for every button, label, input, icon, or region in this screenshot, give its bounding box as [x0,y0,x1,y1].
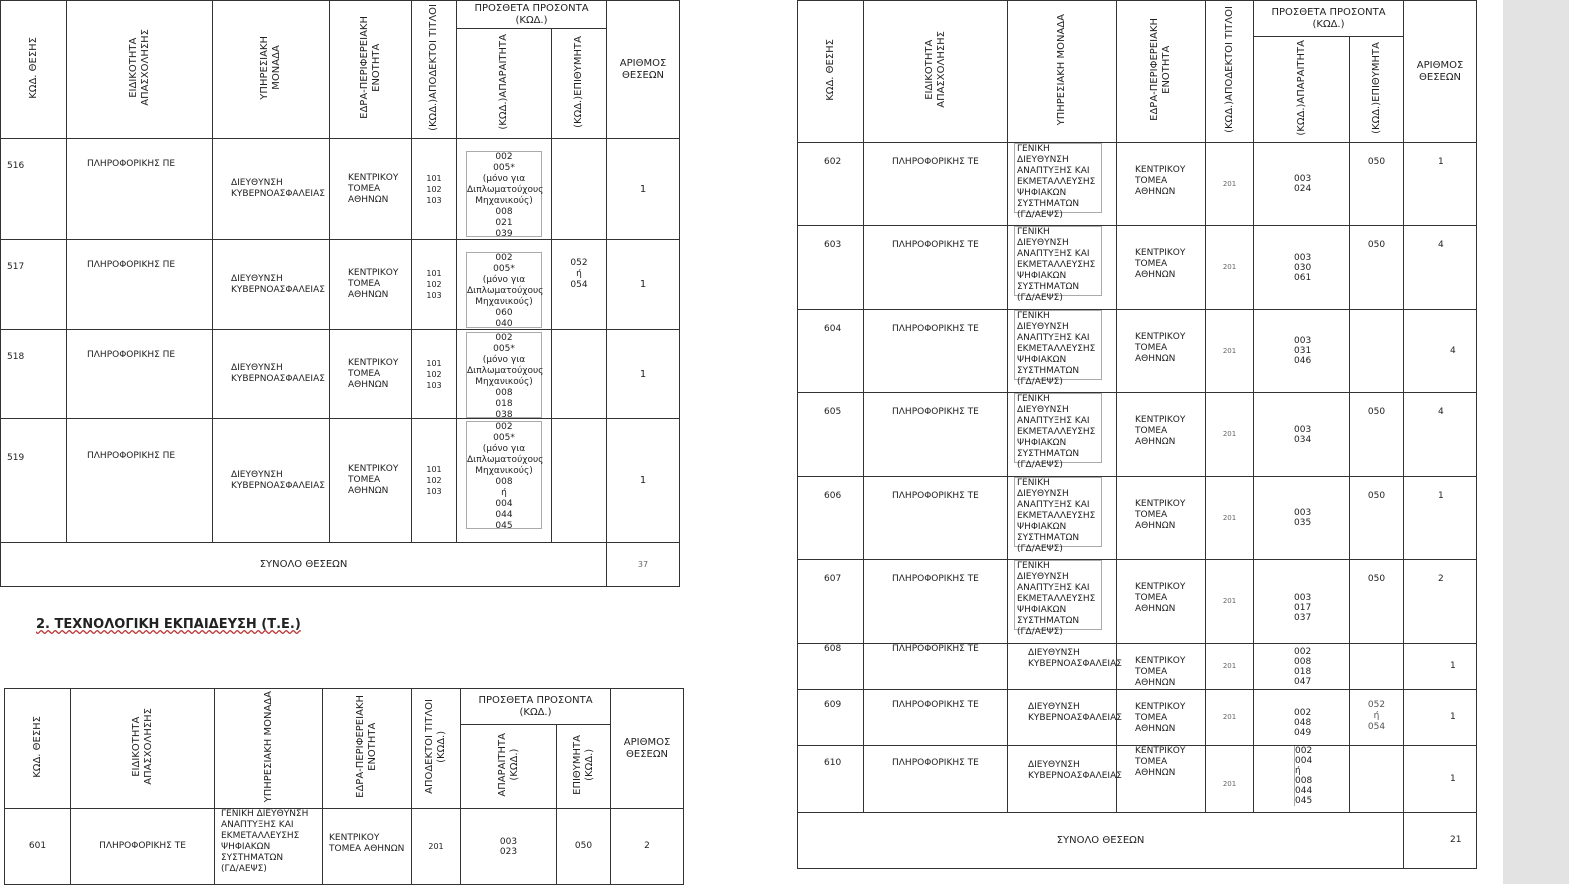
specialty: ΠΛΗΡΟΦΟΡΙΚΗΣ ΤΕ [864,644,1008,690]
service-unit: ΓΕΝΙΚΗ ΔΙΕΥΘΥΝΣΗ ΑΝΑΠΤΥΞΗΣ ΚΑΙ ΕΚΜΕΤΑΛΛΕΥΣΗΣ ΨΗΦΙΑΚΩΝ ΣΥΣΤΗΜΑΤΩΝ (ΓΔ/ΑΕΨΣ) [1008,226,1117,310]
header-positions: ΑΡΙΘΜΟΣ ΘΕΣΕΩΝ [611,689,684,809]
positions-count: 2 [1404,560,1477,644]
position-code: 602 [798,143,864,226]
header-required: (ΚΩΔ.)ΑΠΑΡΑΙΤΗΤΑ [457,29,552,139]
service-unit: ΔΙΕΥΘΥΝΣΗ ΚΥΒΕΡΝΟΑΣΦΑΛΕΙΑΣ [213,330,330,419]
specialty: ΠΛΗΡΟΦΟΡΙΚΗΣ ΤΕ [864,310,1008,393]
desired-quals: 050 [1350,477,1404,560]
service-unit: ΔΙΕΥΘΥΝΣΗ ΚΥΒΕΡΝΟΑΣΦΑΛΕΙΑΣ [1008,644,1117,690]
specialty: ΠΛΗΡΟΦΟΡΙΚΗΣ ΤΕ [864,746,1008,813]
header-titles: (ΚΩΔ.)ΑΠΟΔΕΚΤΟΙ ΤΙΤΛΟΙ [412,1,457,139]
positions-count: 4 [1404,393,1477,477]
desired-quals: 050 [1350,560,1404,644]
desired-quals [1350,746,1404,813]
total-label: ΣΥΝΟΛΟ ΘΕΣΕΩΝ [1,543,607,587]
header-region: ΕΔΡΑ-ΠΕΡΙΦΕΡΕΙΑΚΗ ΕΝΟΤΗΤΑ [323,689,412,809]
header-positions: ΑΡΙΘΜΟΣ ΘΕΣΕΩΝ [1404,1,1477,143]
table-row [798,644,1477,690]
positions-count: 1 [607,240,680,330]
table-row [1,330,680,419]
required-quals: 002 005* (μόνο για Διπλωματούχους Μηχανικούς) 008 021 039 [457,139,552,240]
required-quals: 002 008 018 047 [1254,644,1350,690]
region: ΚΕΝΤΡΙΚΟΥ ΤΟΜΕΑ ΑΘΗΝΩΝ [330,240,412,330]
accepted-titles: 101 102 103 [412,139,457,240]
positions-count: 1 [1404,690,1477,746]
header-extra: ΠΡΟΣΘΕΤΑ ΠΡΟΣΟΝΤΑ (ΚΩΔ.) [461,689,611,725]
required-quals: 003 023 [461,809,557,885]
position-code: 610 [798,746,864,813]
desired-quals: 050 [1350,226,1404,310]
desired-quals: 050 [1350,143,1404,226]
header-extra: ΠΡΟΣΘΕΤΑ ΠΡΟΣΟΝΤΑ (ΚΩΔ.) [1254,1,1404,37]
service-unit: ΓΕΝΙΚΗ ΔΙΕΥΘΥΝΣΗ ΑΝΑΠΤΥΞΗΣ ΚΑΙ ΕΚΜΕΤΑΛΛΕΥΣΗΣ ΨΗΦΙΑΚΩΝ ΣΥΣΤΗΜΑΤΩΝ (ΓΔ/ΑΕΨΣ) [1008,310,1117,393]
position-code: 608 [798,644,864,690]
position-code: 601 [5,809,71,885]
required-quals: 003 024 [1254,143,1350,226]
required-quals: 002 004 ή 008 044 045 [1254,746,1350,813]
position-code: 603 [798,226,864,310]
desired-quals [552,330,607,419]
table-row [798,477,1477,560]
service-unit: ΓΕΝΙΚΗ ΔΙΕΥΘΥΝΣΗ ΑΝΑΠΤΥΞΗΣ ΚΑΙ ΕΚΜΕΤΑΛΛΕΥΣΗΣ ΨΗΦΙΑΚΩΝ ΣΥΣΤΗΜΑΤΩΝ (ΓΔ/ΑΕΨΣ) [1008,143,1117,226]
desired-quals [552,139,607,240]
header-unit: ΥΠΗΡΕΣΙΑΚΗ ΜΟΝΑΔΑ [215,689,323,809]
position-code: 607 [798,560,864,644]
specialty: ΠΛΗΡΟΦΟΡΙΚΗΣ ΤΕ [71,809,215,885]
header-unit: ΥΠΗΡΕΣΙΑΚΗ ΜΟΝΑΔΑ [1008,1,1117,143]
header-desired: (ΚΩΔ.)ΕΠΙΘΥΜΗΤΑ [1350,37,1404,143]
position-code: 518 [1,330,67,419]
specialty: ΠΛΗΡΟΦΟΡΙΚΗΣ ΤΕ [864,560,1008,644]
positions-count: 4 [1404,310,1477,393]
accepted-titles: 201 [1206,143,1254,226]
accepted-titles: 201 [1206,477,1254,560]
region: ΚΕΝΤΡΙΚΟΥ ΤΟΜΕΑ ΑΘΗΝΩΝ [330,330,412,419]
position-code: 606 [798,477,864,560]
region: ΚΕΝΤΡΙΚΟΥ ΤΟΜΕΑ ΑΘΗΝΩΝ [1117,143,1206,226]
position-code: 605 [798,393,864,477]
required-quals: 002 005* (μόνο για Διπλωματούχους Μηχανικούς) 060 040 [457,240,552,330]
accepted-titles: 201 [1206,690,1254,746]
accepted-titles: 201 [412,809,461,885]
accepted-titles: 201 [1206,393,1254,477]
table-row [1,240,680,330]
header-positions: ΑΡΙΘΜΟΣ ΘΕΣΕΩΝ [607,1,680,139]
right-positions-table [797,0,1477,869]
required-quals: 002 005* (μόνο για Διπλωματούχους Μηχανικούς) 008 018 038 [457,330,552,419]
window-scrollbar-track[interactable] [1503,0,1569,884]
position-code: 517 [1,240,67,330]
required-quals: 002 005* (μόνο για Διπλωματούχους Μηχανικούς) 008 ή 004 044 045 [457,419,552,543]
service-unit: ΓΕΝΙΚΗ ΔΙΕΥΘΥΝΣΗ ΑΝΑΠΤΥΞΗΣ ΚΑΙ ΕΚΜΕΤΑΛΛΕΥΣΗΣ ΨΗΦΙΑΚΩΝ ΣΥΣΤΗΜΑΤΩΝ (ΓΔ/ΑΕΨΣ) [215,809,323,885]
section-heading: 2. ΤΕΧΝΟΛΟΓΙΚΗ ΕΚΠΑΙΔΕΥΣΗ (Τ.Ε.) [36,617,301,632]
service-unit: ΔΙΕΥΘΥΝΣΗ ΚΥΒΕΡΝΟΑΣΦΑΛΕΙΑΣ [1008,746,1117,813]
total-value: 37 [607,543,680,587]
service-unit: ΔΙΕΥΘΥΝΣΗ ΚΥΒΕΡΝΟΑΣΦΑΛΕΙΑΣ [213,240,330,330]
service-unit: ΓΕΝΙΚΗ ΔΙΕΥΘΥΝΣΗ ΑΝΑΠΤΥΞΗΣ ΚΑΙ ΕΚΜΕΤΑΛΛΕΥΣΗΣ ΨΗΦΙΑΚΩΝ ΣΥΣΤΗΜΑΤΩΝ (ΓΔ/ΑΕΨΣ) [1008,477,1117,560]
header-titles: ΑΠΟΔΕΚΤΟΙ ΤΙΤΛΟΙ (ΚΩΔ.) [412,689,461,809]
required-quals: 003 031 046 [1254,310,1350,393]
region: ΚΕΝΤΡΙΚΟΥ ΤΟΜΕΑ ΑΘΗΝΩΝ [1117,477,1206,560]
region: ΚΕΝΤΡΙΚΟΥ ΤΟΜΕΑ ΑΘΗΝΩΝ [1117,644,1206,690]
specialty: ΠΛΗΡΟΦΟΡΙΚΗΣ ΠΕ [67,240,213,330]
desired-quals: 052 ή 054 [552,240,607,330]
region: ΚΕΝΤΡΙΚΟΥ ΤΟΜΕΑ ΑΘΗΝΩΝ [323,809,412,885]
position-code: 609 [798,690,864,746]
accepted-titles: 201 [1206,644,1254,690]
service-unit: ΔΙΕΥΘΥΝΣΗ ΚΥΒΕΡΝΟΑΣΦΑΛΕΙΑΣ [1008,690,1117,746]
table-row [798,143,1477,226]
header-specialty: ΕΙΔΙΚΟΤΗΤΑ ΑΠΑΣΧΟΛΗΣΗΣ [864,1,1008,143]
required-quals: 003 034 [1254,393,1350,477]
region: ΚΕΝΤΡΙΚΟΥ ΤΟΜΕΑ ΑΘΗΝΩΝ [1117,746,1206,813]
positions-count: 1 [607,139,680,240]
region: ΚΕΝΤΡΙΚΟΥ ΤΟΜΕΑ ΑΘΗΝΩΝ [1117,690,1206,746]
position-code: 604 [798,310,864,393]
region: ΚΕΝΤΡΙΚΟΥ ΤΟΜΕΑ ΑΘΗΝΩΝ [1117,310,1206,393]
positions-count: 1 [1404,746,1477,813]
accepted-titles: 101 102 103 [412,419,457,543]
header-desired: ΕΠΙΘΥΜΗΤΑ (ΚΩΔ.) [557,725,611,809]
accepted-titles: 201 [1206,560,1254,644]
table-row [798,560,1477,644]
service-unit: ΓΕΝΙΚΗ ΔΙΕΥΘΥΝΣΗ ΑΝΑΠΤΥΞΗΣ ΚΑΙ ΕΚΜΕΤΑΛΛΕΥΣΗΣ ΨΗΦΙΑΚΩΝ ΣΥΣΤΗΜΑΤΩΝ (ΓΔ/ΑΕΨΣ) [1008,560,1117,644]
position-code: 516 [1,139,67,240]
total-row [798,813,1477,869]
specialty: ΠΛΗΡΟΦΟΡΙΚΗΣ ΤΕ [864,477,1008,560]
table-row [798,393,1477,477]
specialty: ΠΛΗΡΟΦΟΡΙΚΗΣ ΠΕ [67,139,213,240]
specialty: ΠΛΗΡΟΦΟΡΙΚΗΣ ΤΕ [864,393,1008,477]
left-positions-table [0,0,680,587]
table-row [798,746,1477,813]
table-row [798,226,1477,310]
table-row [798,690,1477,746]
total-label: ΣΥΝΟΛΟ ΘΕΣΕΩΝ [798,813,1404,869]
positions-count: 1 [607,330,680,419]
specialty: ΠΛΗΡΟΦΟΡΙΚΗΣ ΤΕ [864,143,1008,226]
table-row [5,809,684,885]
required-quals: 003 017 037 [1254,560,1350,644]
header-specialty: ΕΙΔΙΚΟΤΗΤΑ ΑΠΑΣΧΟΛΗΣΗΣ [71,689,215,809]
header-unit: ΥΠΗΡΕΣΙΑΚΗ ΜΟΝΑΔΑ [213,1,330,139]
region: ΚΕΝΤΡΙΚΟΥ ΤΟΜΕΑ ΑΘΗΝΩΝ [1117,226,1206,310]
positions-count: 4 [1404,226,1477,310]
table-row [1,139,680,240]
required-quals: 003 030 061 [1254,226,1350,310]
region: ΚΕΝΤΡΙΚΟΥ ΤΟΜΕΑ ΑΘΗΝΩΝ [330,419,412,543]
specialty: ΠΛΗΡΟΦΟΡΙΚΗΣ ΠΕ [67,330,213,419]
accepted-titles: 201 [1206,746,1254,813]
table-row [1,419,680,543]
positions-count: 1 [607,419,680,543]
positions-count: 1 [1404,644,1477,690]
bottom-positions-table [4,688,684,885]
region: ΚΕΝΤΡΙΚΟΥ ΤΟΜΕΑ ΑΘΗΝΩΝ [330,139,412,240]
required-quals: 002 048 049 [1254,690,1350,746]
accepted-titles: 101 102 103 [412,330,457,419]
specialty: ΠΛΗΡΟΦΟΡΙΚΗΣ ΠΕ [67,419,213,543]
position-code: 519 [1,419,67,543]
header-required: (ΚΩΔ.)ΑΠΑΡΑΙΤΗΤΑ [1254,37,1350,143]
total-row [1,543,680,587]
accepted-titles: 201 [1206,310,1254,393]
header-region: ΕΔΡΑ-ΠΕΡΙΦΕΡΕΙΑΚΗ ΕΝΟΤΗΤΑ [330,1,412,139]
positions-count: 2 [611,809,684,885]
specialty: ΠΛΗΡΟΦΟΡΙΚΗΣ ΤΕ [864,226,1008,310]
header-code: ΚΩΔ. ΘΕΣΗΣ [1,1,67,139]
positions-count: 1 [1404,143,1477,226]
specialty: ΠΛΗΡΟΦΟΡΙΚΗΣ ΤΕ [864,690,1008,746]
service-unit: ΓΕΝΙΚΗ ΔΙΕΥΘΥΝΣΗ ΑΝΑΠΤΥΞΗΣ ΚΑΙ ΕΚΜΕΤΑΛΛΕΥΣΗΣ ΨΗΦΙΑΚΩΝ ΣΥΣΤΗΜΑΤΩΝ (ΓΔ/ΑΕΨΣ) [1008,393,1117,477]
desired-quals: 052 ή 054 [1350,690,1404,746]
header-titles: (ΚΩΔ.)ΑΠΟΔΕΚΤΟΙ ΤΙΤΛΟΙ [1206,1,1254,143]
accepted-titles: 201 [1206,226,1254,310]
header-specialty: ΕΙΔΙΚΟΤΗΤΑ ΑΠΑΣΧΟΛΗΣΗΣ [67,1,213,139]
desired-quals [1350,644,1404,690]
header-extra: ΠΡΟΣΘΕΤΑ ΠΡΟΣΟΝΤΑ (ΚΩΔ.) [457,1,607,29]
region: ΚΕΝΤΡΙΚΟΥ ΤΟΜΕΑ ΑΘΗΝΩΝ [1117,560,1206,644]
desired-quals [552,419,607,543]
region: ΚΕΝΤΡΙΚΟΥ ΤΟΜΕΑ ΑΘΗΝΩΝ [1117,393,1206,477]
header-code: ΚΩΔ. ΘΕΣΗΣ [5,689,71,809]
table-row [798,310,1477,393]
accepted-titles: 101 102 103 [412,240,457,330]
service-unit: ΔΙΕΥΘΥΝΣΗ ΚΥΒΕΡΝΟΑΣΦΑΛΕΙΑΣ [213,139,330,240]
desired-quals: 050 [557,809,611,885]
desired-quals [1350,310,1404,393]
positions-count: 1 [1404,477,1477,560]
required-quals: 003 035 [1254,477,1350,560]
header-region: ΕΔΡΑ-ΠΕΡΙΦΕΡΕΙΑΚΗ ΕΝΟΤΗΤΑ [1117,1,1206,143]
service-unit: ΔΙΕΥΘΥΝΣΗ ΚΥΒΕΡΝΟΑΣΦΑΛΕΙΑΣ [213,419,330,543]
header-required: ΑΠΑΡΑΙΤΗΤΑ (ΚΩΔ.) [461,725,557,809]
header-desired: (ΚΩΔ.)ΕΠΙΘΥΜΗΤΑ [552,29,607,139]
desired-quals: 050 [1350,393,1404,477]
total-value: 21 [1404,813,1477,869]
header-code: ΚΩΔ. ΘΕΣΗΣ [798,1,864,143]
